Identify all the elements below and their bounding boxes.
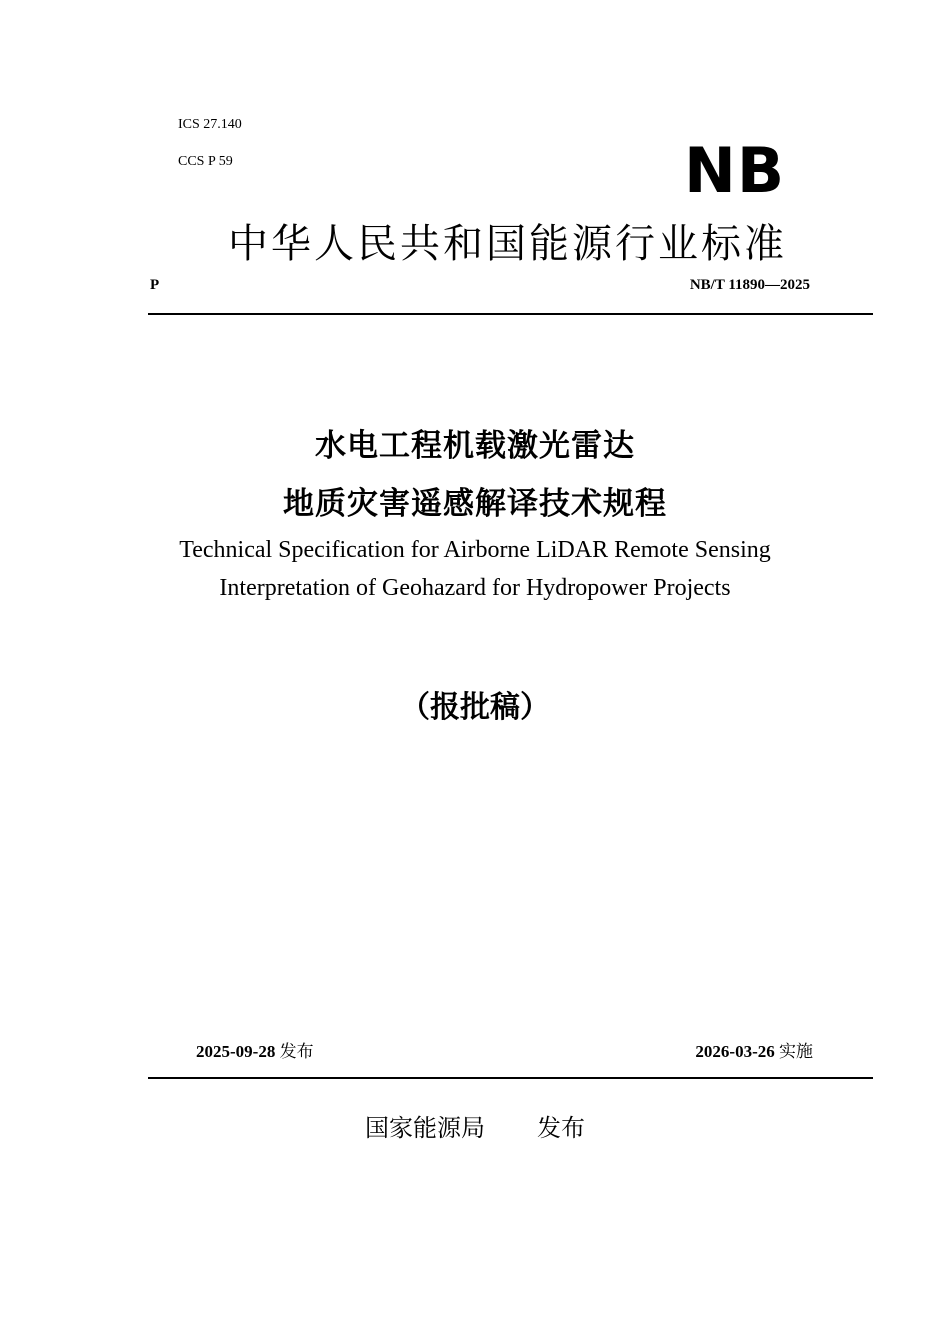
chinese-title-line-2: 地质灾害遥感解译技术规程 bbox=[283, 486, 667, 522]
publisher-name: 国家能源局 bbox=[365, 1114, 485, 1142]
issue-date-line bbox=[196, 1037, 314, 1062]
implementation-date: 2026-03-26 bbox=[695, 1042, 775, 1061]
draft-status-label: （报批稿） bbox=[400, 690, 550, 725]
english-title-line-2: Interpretation of Geohazard for Hydropower Projects bbox=[219, 575, 731, 601]
implementation-date-line bbox=[695, 1037, 813, 1062]
implementation-label: 实施 bbox=[779, 1042, 813, 1061]
publisher-line bbox=[0, 1108, 950, 1143]
issue-label: 发布 bbox=[279, 1042, 314, 1061]
chinese-title-line-1: 水电工程机载激光雷达 bbox=[315, 428, 635, 464]
ics-code: ICS 27.140 bbox=[178, 117, 242, 132]
standard-category-title: 中华人民共和国能源行业标准 bbox=[228, 221, 787, 267]
standard-number: NB/T 11890—2025 bbox=[689, 277, 810, 293]
ccs-code: CCS P 59 bbox=[178, 154, 233, 169]
bottom-divider bbox=[148, 1077, 873, 1079]
publish-label: 发布 bbox=[537, 1114, 585, 1142]
english-title-line-1: Technical Specification for Airborne LiDAR Remote Sensing bbox=[179, 537, 771, 563]
top-divider bbox=[148, 313, 873, 315]
issue-date: 2025-09-28 bbox=[196, 1042, 276, 1061]
category-letter: P bbox=[150, 277, 160, 293]
nb-logo: NB bbox=[684, 134, 786, 207]
